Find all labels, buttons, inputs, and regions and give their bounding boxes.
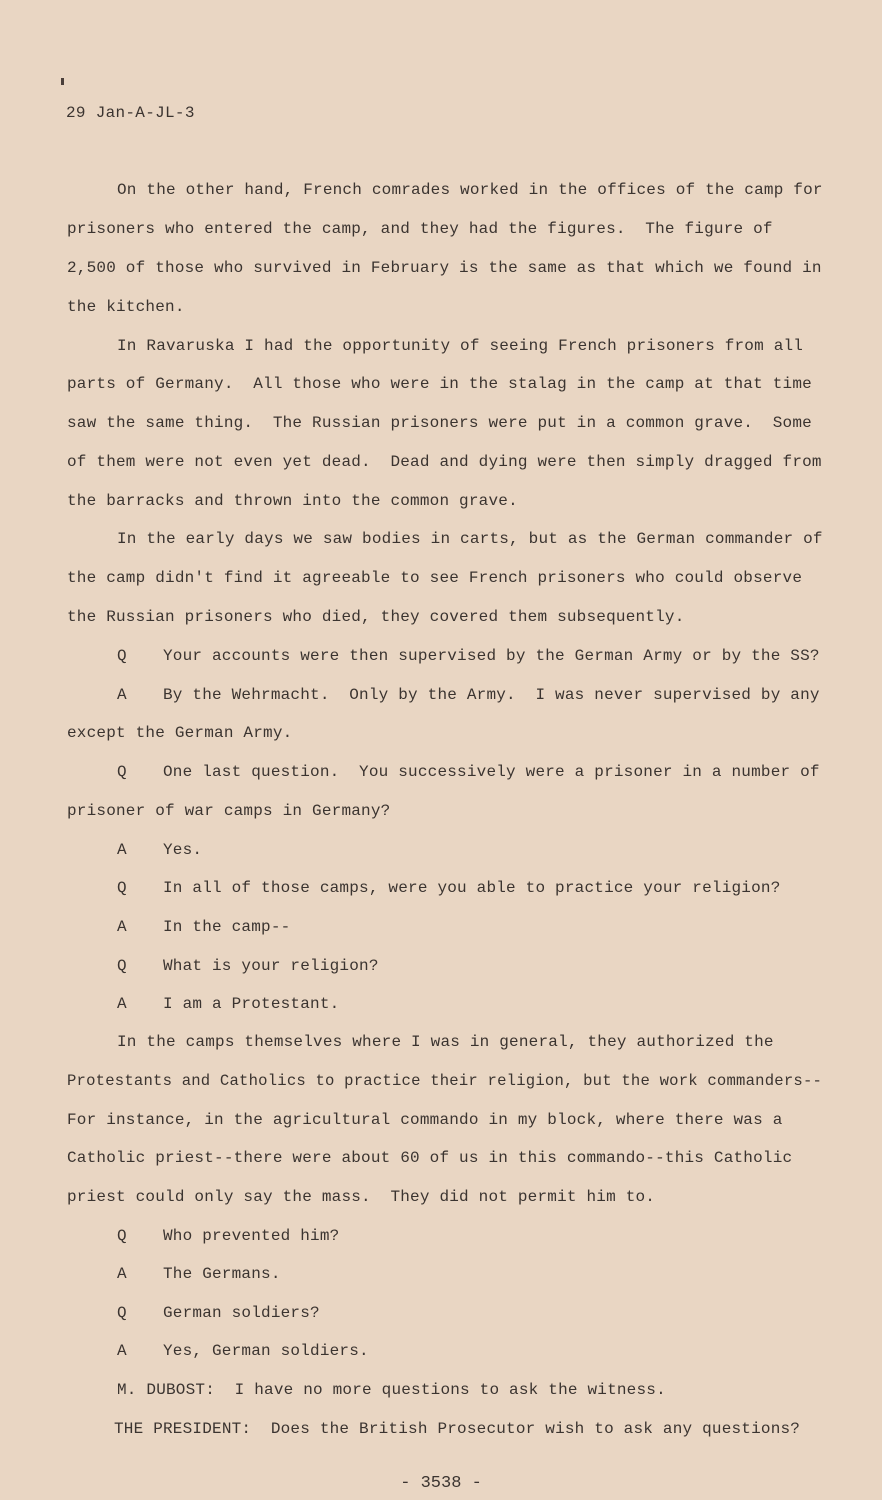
text-line: In the camps themselves where I was in general, they authorized the xyxy=(117,1033,774,1051)
speaker-label: Q xyxy=(117,647,127,665)
text-line: In Ravaruska I had the opportunity of seeing French prisoners from all xyxy=(117,337,804,355)
speaker-label: Q xyxy=(117,1227,127,1245)
text-line: of them were not even yet dead. Dead and dying were then simply dragged from xyxy=(67,453,822,471)
speaker-label: A xyxy=(117,1342,127,1360)
text-line: In all of those camps, were you able to practice your religion? xyxy=(163,879,781,897)
text-line: the barracks and thrown into the common grave. xyxy=(67,492,518,510)
text-line: prisoner of war camps in Germany? xyxy=(67,802,391,820)
text-line: saw the same thing. The Russian prisoners were put in a common grave. Some xyxy=(67,414,812,432)
text-line: The Germans. xyxy=(163,1265,281,1283)
text-line: For instance, in the agricultural commando in my block, where there was a xyxy=(67,1111,783,1129)
text-line: What is your religion? xyxy=(163,957,379,975)
text-line: Catholic priest--there were about 60 of us in this commando--this Catholic xyxy=(67,1149,793,1167)
text-line: Who prevented him? xyxy=(163,1227,340,1245)
text-line: Your accounts were then supervised by the German Army or by the SS? xyxy=(163,647,820,665)
text-line: 2,500 of those who survived in February is the same as that which we found in xyxy=(67,259,822,277)
text-line: German soldiers? xyxy=(163,1304,320,1322)
text-line: the kitchen. xyxy=(67,298,185,316)
text-line: parts of Germany. All those who were in the stalag in the camp at that time xyxy=(67,375,812,393)
text-line: In the early days we saw bodies in carts, but as the German commander of xyxy=(117,530,823,548)
text-line: I am a Protestant. xyxy=(163,995,340,1013)
speaker-label: A xyxy=(117,995,127,1013)
punch-mark xyxy=(61,78,64,85)
text-line: Yes. xyxy=(163,841,203,859)
text-line: priest could only say the mass. They did not permit him to. xyxy=(67,1188,656,1206)
text-line: the camp didn't find it agreeable to see French prisoners who could observe xyxy=(67,569,803,587)
text-line: On the other hand, French comrades worked in the offices of the camp for xyxy=(117,181,823,199)
speaker-label: Q xyxy=(117,1304,127,1322)
speaker-label: A xyxy=(117,918,127,936)
speaker-label: A xyxy=(117,686,127,704)
text-line: Protestants and Catholics to practice their religion, but the work commanders-- xyxy=(67,1072,823,1090)
text-line: One last question. You successively were a prisoner in a number of xyxy=(163,763,820,781)
speaker-label: Q xyxy=(117,879,127,897)
speaker-label: A xyxy=(117,841,127,859)
text-line: In the camp-- xyxy=(163,918,291,936)
text-line: except the German Army. xyxy=(67,724,293,742)
speaker-label: Q xyxy=(117,957,127,975)
text-line: Yes, German soldiers. xyxy=(163,1342,369,1360)
speaker-label: A xyxy=(117,1265,127,1283)
speaker-label: Q xyxy=(117,763,127,781)
text-line: prisoners who entered the camp, and they had the figures. The figure of xyxy=(67,220,773,238)
page-number: - 3538 - xyxy=(400,1474,482,1493)
text-line: M. DUBOST: I have no more questions to ask the witness. xyxy=(117,1381,666,1399)
text-line: the Russian prisoners who died, they covered them subsequently. xyxy=(67,608,685,626)
text-line: THE PRESIDENT: Does the British Prosecutor wish to ask any questions? xyxy=(114,1420,801,1438)
document-header: 29 Jan-A-JL-3 xyxy=(66,104,195,122)
text-line: By the Wehrmacht. Only by the Army. I was never supervised by any xyxy=(163,686,820,704)
